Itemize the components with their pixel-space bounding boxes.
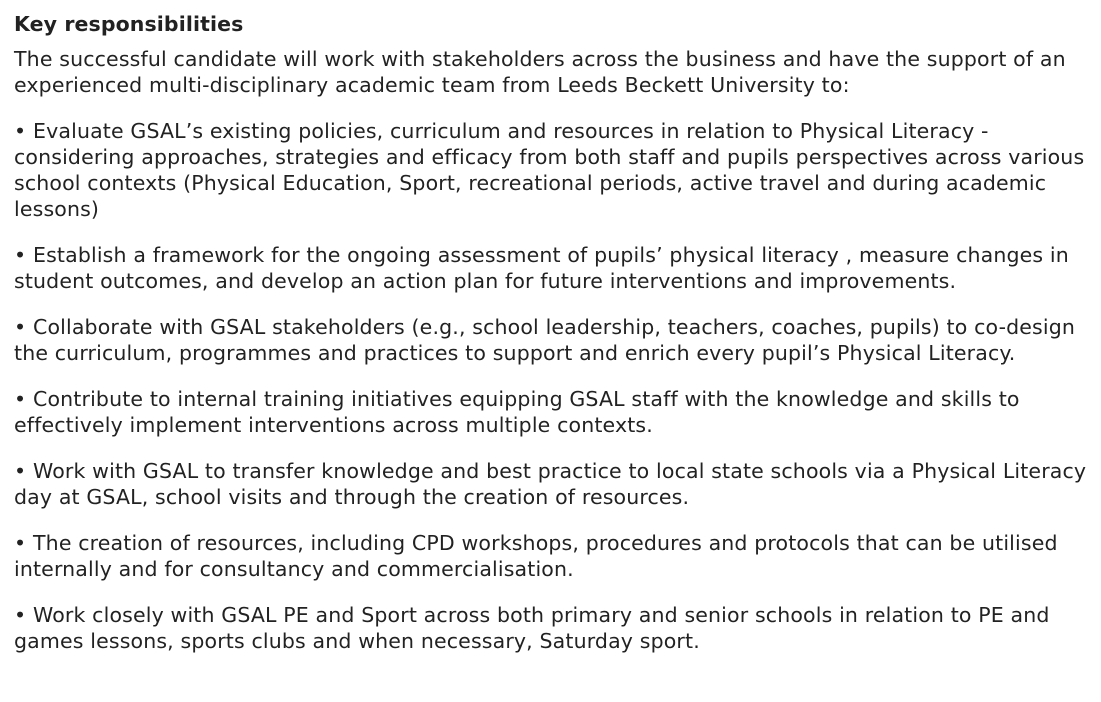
responsibilities-list xyxy=(14,118,1087,654)
list-item xyxy=(14,314,1087,366)
bullet-icon: • xyxy=(14,119,27,143)
section-heading: Key responsibilities xyxy=(14,12,244,36)
list-item xyxy=(14,458,1087,510)
list-item-text: Contribute to internal training initiatives equipping GSAL staff with the knowledge and skills to effectively implement interventions across multiple contexts. xyxy=(14,387,1020,437)
list-item xyxy=(14,242,1087,294)
bullet-icon: • xyxy=(14,459,27,483)
list-item-text: Work with GSAL to transfer knowledge and best practice to local state schools via a Physical Literacy day at GSAL, school visits and through the creation of resources. xyxy=(14,459,1087,509)
intro-paragraph: The successful candidate will work with stakeholders across the business and have the support of an experienced multi-disciplinary academic team from Leeds Beckett University to: xyxy=(14,47,1066,97)
list-item-text: Evaluate GSAL’s existing policies, curriculum and resources in relation to Physical Literacy - considering approaches, strategies and efficacy from both staff and pupils perspectives across various school contexts (Physical Education, Sport, recreational periods, active travel and during academic lessons) xyxy=(14,119,1085,221)
bullet-icon: • xyxy=(14,531,27,555)
list-item-text: Collaborate with GSAL stakeholders (e.g., school leadership, teachers, coaches, pupils) to co-design the curriculum, programmes and practices to support and enrich every pupil’s Physical Literacy. xyxy=(14,315,1076,365)
bullet-icon: • xyxy=(14,603,27,627)
list-item-text: The creation of resources, including CPD workshops, procedures and protocols that can be utilised internally and for consultancy and commercialisation. xyxy=(14,531,1058,581)
bullet-icon: • xyxy=(14,243,27,267)
bullet-icon: • xyxy=(14,315,27,339)
list-item-text: Establish a framework for the ongoing assessment of pupils’ physical literacy , measure changes in student outcomes, and develop an action plan for future interventions and improvements. xyxy=(14,243,1069,293)
list-item xyxy=(14,602,1087,654)
list-item xyxy=(14,118,1087,222)
bullet-icon: • xyxy=(14,387,27,411)
list-item-text: Work closely with GSAL PE and Sport across both primary and senior schools in relation to PE and games lessons, sports clubs and when necessary, Saturday sport. xyxy=(14,603,1050,653)
list-item xyxy=(14,530,1087,582)
list-item xyxy=(14,386,1087,438)
